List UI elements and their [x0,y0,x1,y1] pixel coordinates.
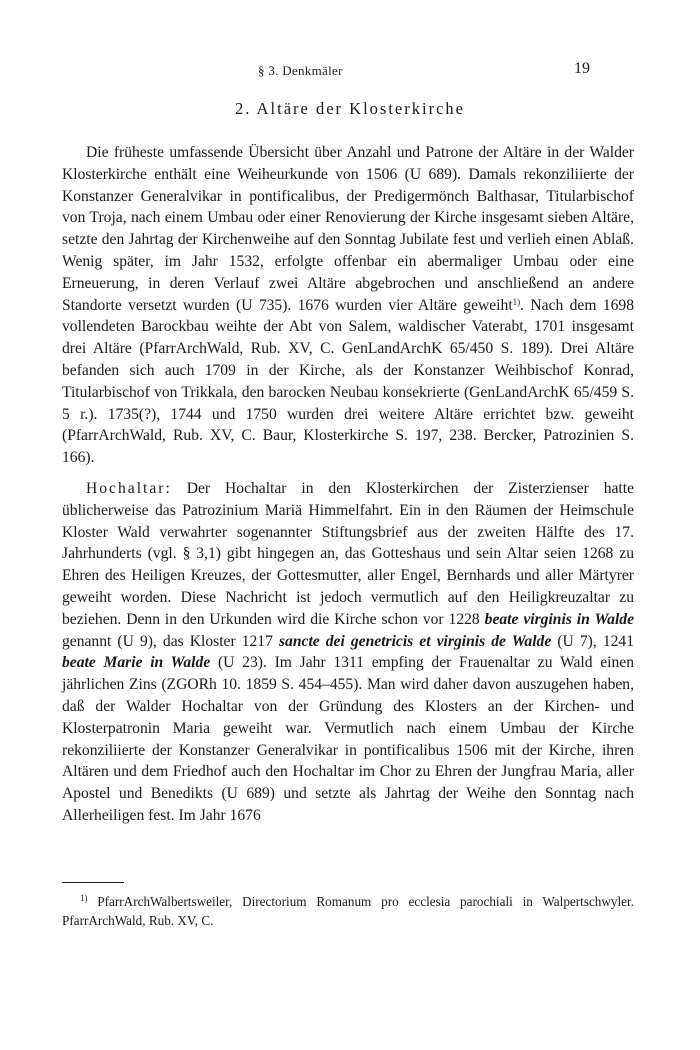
latin-quote: beate Marie in Walde [62,654,211,672]
section-heading: 2. Altäre der Klosterkirche [235,99,465,118]
paragraph-text: (U 7), 1241 [551,632,635,650]
latin-quote: beate virginis in Walde [484,610,634,628]
footnote-text [62,892,634,930]
paragraph-text: Die früheste umfassende Übersicht über Anzahl und Patrone der Altäre in der Walder Klosterkirche enthält eine Weiheurkunde von 1506 (U 689). Damals rekonziliierte der Konstanzer Generalvikar in pontificalibus, der Predigermönch Balthasar, Titularbischof von Troja, nach einem Umbau oder einer Renovierung der Kirche insgesamt sieben Altäre, setzte den Jahrtag der Kirchenweihe auf den Sonntag Jubilate fest und verlieh einen Ablaß. Wenig später, im Jahr 1532, erfolgte offenbar ein abermaliger Umbau oder eine Erneuerung, in deren Verlauf zwei Altäre abgebrochen und anschließend an andere Standorte versetzt wurden (U 735). 1676 wurden vier Altäre geweiht [62,144,634,314]
paragraph-overview [62,142,634,469]
footnote-reference: 1) [512,296,521,307]
paragraph-text: genannt (U 9), das Kloster 1217 [62,632,279,650]
footnote-divider [62,882,124,883]
footnote [62,892,634,930]
footnote-body: PfarrArchWalbertsweiler, Directorium Romanum pro ecclesia parochiali in Walpertschwyler. PfarrArchWald, Rub. XV, C. [62,894,634,928]
running-head: § 3. Denkmäler [258,63,343,78]
page-number: 19 [574,60,590,77]
footnote-mark: 1) [80,893,88,903]
paragraph-text: (U 23). Im Jahr 1311 empfing der Frauenaltar zu Wald einen jährlichen Zins (ZGORh 10. 1859 S. 454–455). Man wird daher davon auszugehen haben, daß der Walder Hochaltar von der Gründung des Klosters an der Kirchen- und Klosterpatronin Maria geweiht war. Vermutlich nach einem Umbau der Kirche rekonziliierte der Konstanzer Generalvikar in pontificalibus 1506 mit der Kirche, ihren Altären und dem Friedhof auch den Hochaltar im Chor zu Ehren der Jungfrau Maria, aller Apostel und Benedikts (U 689) und setzte als Jahrtag der Weihe den Sonntag nach Allerheiligen fest. Im Jahr 1676 [62,654,634,824]
paragraph-hochaltar [62,478,634,827]
paragraph-text: Der Hochaltar in den Klosterkirchen der Zisterzienser hatte üblicherweise das Patrozinium Mariä Himmelfahrt. Ein in den Räumen der Heimschule Kloster Wald verwahrter sogenannter Stiftungsbrief aus der zweiten Hälfte des 17. Jahrhunderts (vgl. § 3,1) gibt hingegen an, das Gotteshaus und sein Altar seien 1268 zu Ehren des Heiligen Kreuzes, der Gottesmutter, aller Engel, Bernhards und aller Märtyrer geweiht worden. Diese Nachricht ist jedoch vermutlich auf den Heiligkreuzaltar zu beziehen. Denn in den Urkunden wird die Kirche schon vor 1228 [62,479,634,628]
paragraph-text: . Nach dem 1698 vollendeten Barockbau weihte der Abt von Salem, waldischer Vaterabt, 1701 insgesamt drei Altäre (PfarrArchWald, Rub. XV, C. GenLandArchK 65/450 S. 189). Drei Altäre befanden sich auch 1709 in der Kirche, als der Konstanzer Weihbischof Konrad, Titularbischof von Trikkala, den barocken Neubau konsekrierte (GenLandArchK 65/459 S. 5 r.). 1735(?), 1744 und 1750 wurden drei weitere Altäre errichtet bzw. geweiht (PfarrArchWald, Rub. XV, C. Baur, Klosterkirche S. 197, 238. Bercker, Patrozinien S. 166). [62,296,635,467]
body-text [62,142,634,827]
latin-quote: sancte dei genetricis et virginis de Walde [278,632,552,650]
paragraph-lead: Hochaltar: [86,479,172,497]
